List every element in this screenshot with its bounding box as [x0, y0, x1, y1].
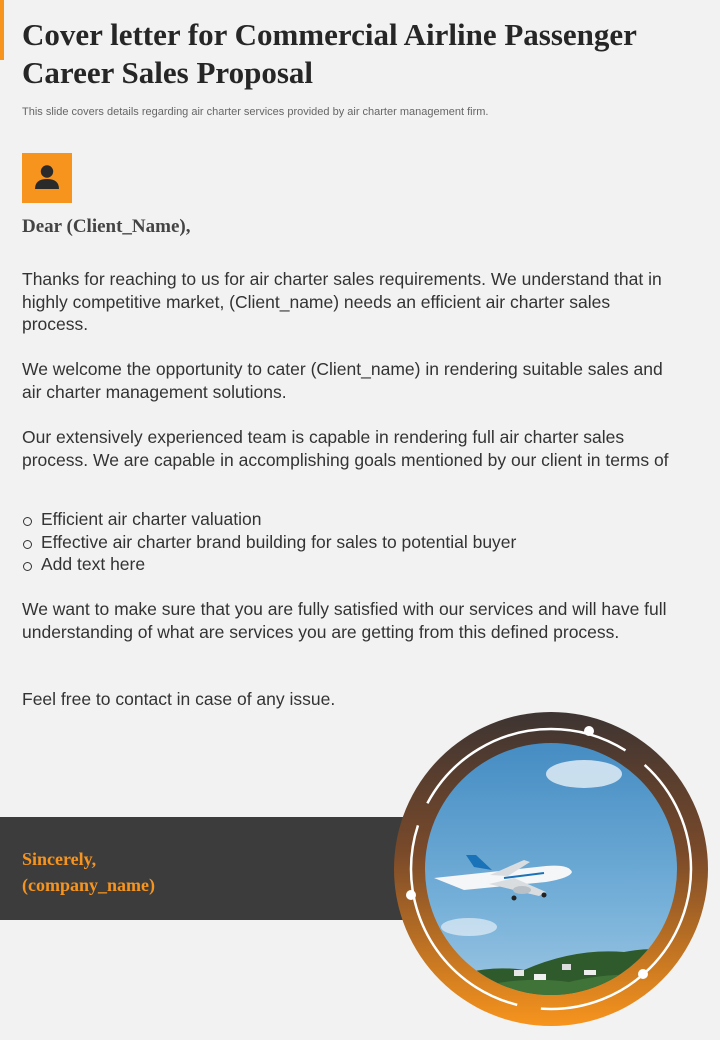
capability-list	[22, 508, 672, 576]
signoff	[22, 846, 155, 898]
letter-paragraph: We want to make sure that you are fully satisfied with our services and will have full understanding of what are services you are getting from this defined process.	[22, 599, 667, 642]
list-item: Effective air charter brand building for sales to potential buyer	[22, 531, 672, 554]
signoff-line: Sincerely,	[22, 849, 97, 869]
company-name: (company_name)	[22, 875, 155, 895]
salutation: Dear (Client_Name),	[22, 216, 191, 237]
list-item: Efficient air charter valuation	[22, 508, 672, 531]
list-item: Add text here	[22, 553, 672, 576]
letter-paragraph: Thanks for reaching to us for air charter sales requirements. We understand that in highly competitive market, (Client_name) needs an efficient air charter sales process.	[22, 269, 662, 334]
letter-paragraph: We welcome the opportunity to cater (Client_name) in rendering suitable sales and air charter management solutions.	[22, 359, 663, 402]
title-accent-bar	[0, 0, 4, 60]
letter-paragraph: Feel free to contact in case of any issue.	[22, 689, 336, 709]
page-subtitle: This slide covers details regarding air charter services provided by air charter management firm.	[22, 106, 489, 118]
page-title: Cover letter for Commercial Airline Passenger Career Sales Proposal	[22, 17, 637, 90]
user-icon	[22, 153, 72, 203]
letter-paragraph: Our extensively experienced team is capable in rendering full air charter sales process. We are capable in accomplishing goals mentioned by our client in terms of	[22, 427, 669, 470]
airplane-photo-frame	[394, 712, 708, 1026]
